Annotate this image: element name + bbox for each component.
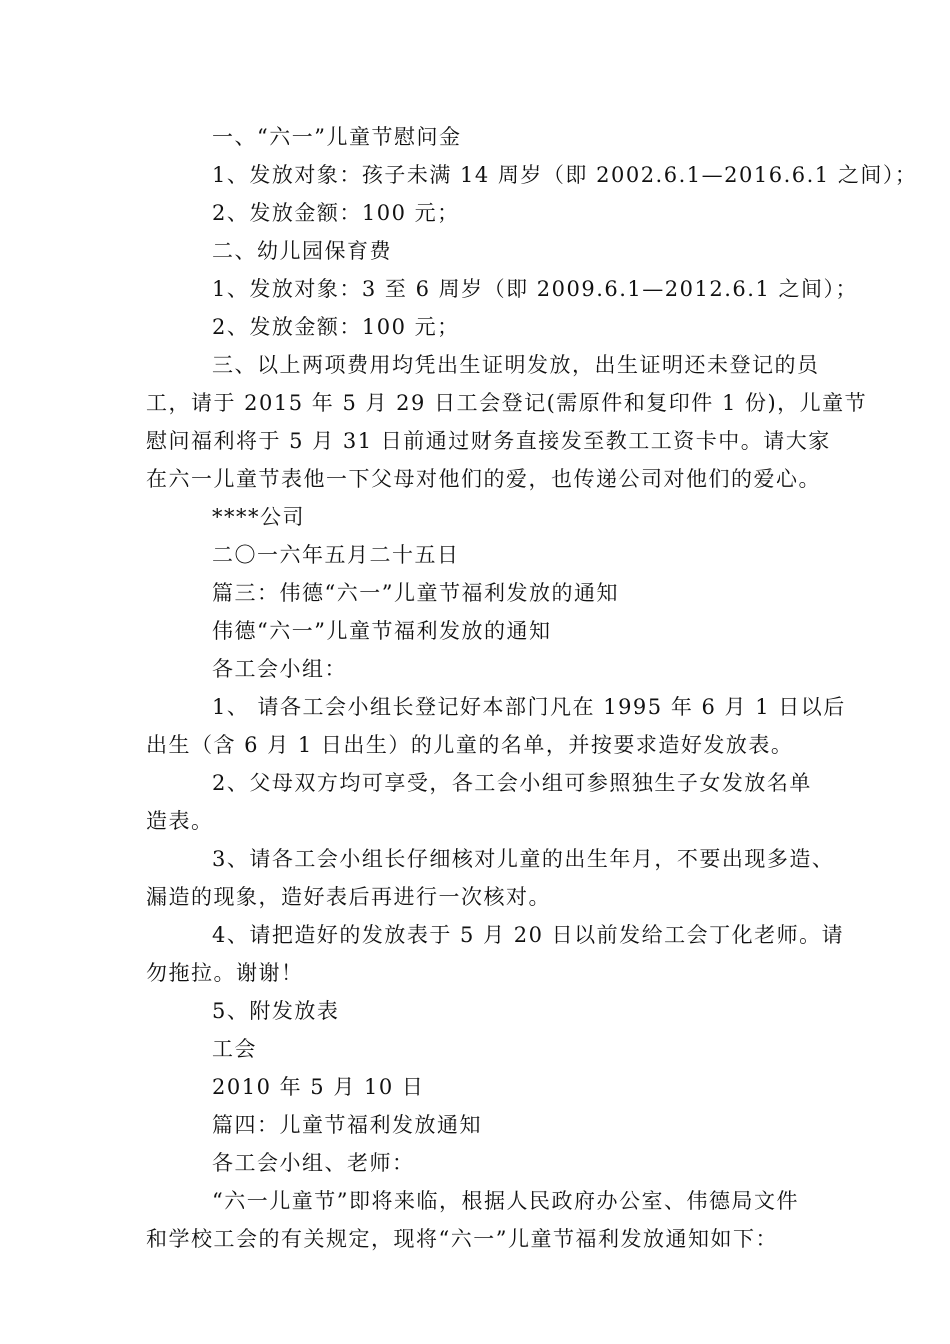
- text-line: 三、以上两项费用均凭出生证明发放，出生证明还未登记的员: [212, 353, 820, 377]
- text-line: 漏造的现象，造好表后再进行一次核对。: [146, 885, 551, 909]
- text-line: 慰问福利将于 5 月 31 日前通过财务直接发至教工工资卡中。请大家: [146, 429, 831, 453]
- text-line: 1、 请各工会小组长登记好本部门凡在 1995 年 6 月 1 日以后: [212, 695, 846, 719]
- text-line: 造表。: [146, 809, 214, 833]
- text-line: 一、“六一”儿童节慰问金: [212, 125, 462, 149]
- text-line: 2、发放金额：100 元；: [212, 201, 460, 225]
- text-line: 4、请把造好的发放表于 5 月 20 日以前发给工会丁化老师。请: [212, 923, 845, 947]
- text-line: 2010 年 5 月 10 日: [212, 1075, 425, 1099]
- text-line: 篇四：儿童节福利发放通知: [212, 1113, 482, 1137]
- text-line: 二、幼儿园保育费: [212, 239, 392, 263]
- text-line: 工，请于 2015 年 5 月 29 日工会登记(需原件和复印件 1 份)，儿童节: [146, 391, 868, 415]
- document-body: [146, 118, 918, 1258]
- text-line: 工会: [212, 1037, 257, 1061]
- text-line: 各工会小组、老师：: [212, 1151, 415, 1175]
- text-line: 2、发放金额：100 元；: [212, 315, 460, 339]
- text-line: 1、发放对象：3 至 6 周岁（即 2009.6.1—2012.6.1 之间）；: [212, 277, 858, 301]
- text-line: 2、父母双方均可享受，各工会小组可参照独生子女发放名单: [212, 771, 812, 795]
- text-line: 伟德“六一”儿童节福利发放的通知: [212, 619, 552, 643]
- text-line: 1、发放对象：孩子未满 14 周岁（即 2002.6.1—2016.6.1 之间）；: [212, 163, 918, 187]
- text-line: 5、附发放表: [212, 999, 340, 1023]
- text-line: “六一儿童节”即将来临，根据人民政府办公室、伟德局文件: [212, 1189, 799, 1213]
- text-line: 篇三：伟德“六一”儿童节福利发放的通知: [212, 581, 619, 605]
- text-line: 在六一儿童节表他一下父母对他们的爱，也传递公司对他们的爱心。: [146, 467, 821, 491]
- text-line: 和学校工会的有关规定，现将“六一”儿童节福利发放通知如下：: [146, 1227, 778, 1251]
- text-line: ****公司: [212, 505, 305, 529]
- text-line: 勿拖拉。谢谢！: [146, 961, 304, 985]
- text-line: 各工会小组：: [212, 657, 347, 681]
- text-line: 出生（含 6 月 1 日出生）的儿童的名单，并按要求造好发放表。: [146, 733, 794, 757]
- text-line: 二〇一六年五月二十五日: [212, 543, 460, 567]
- text-line: 3、请各工会小组长仔细核对儿童的出生年月，不要出现多造、: [212, 847, 835, 871]
